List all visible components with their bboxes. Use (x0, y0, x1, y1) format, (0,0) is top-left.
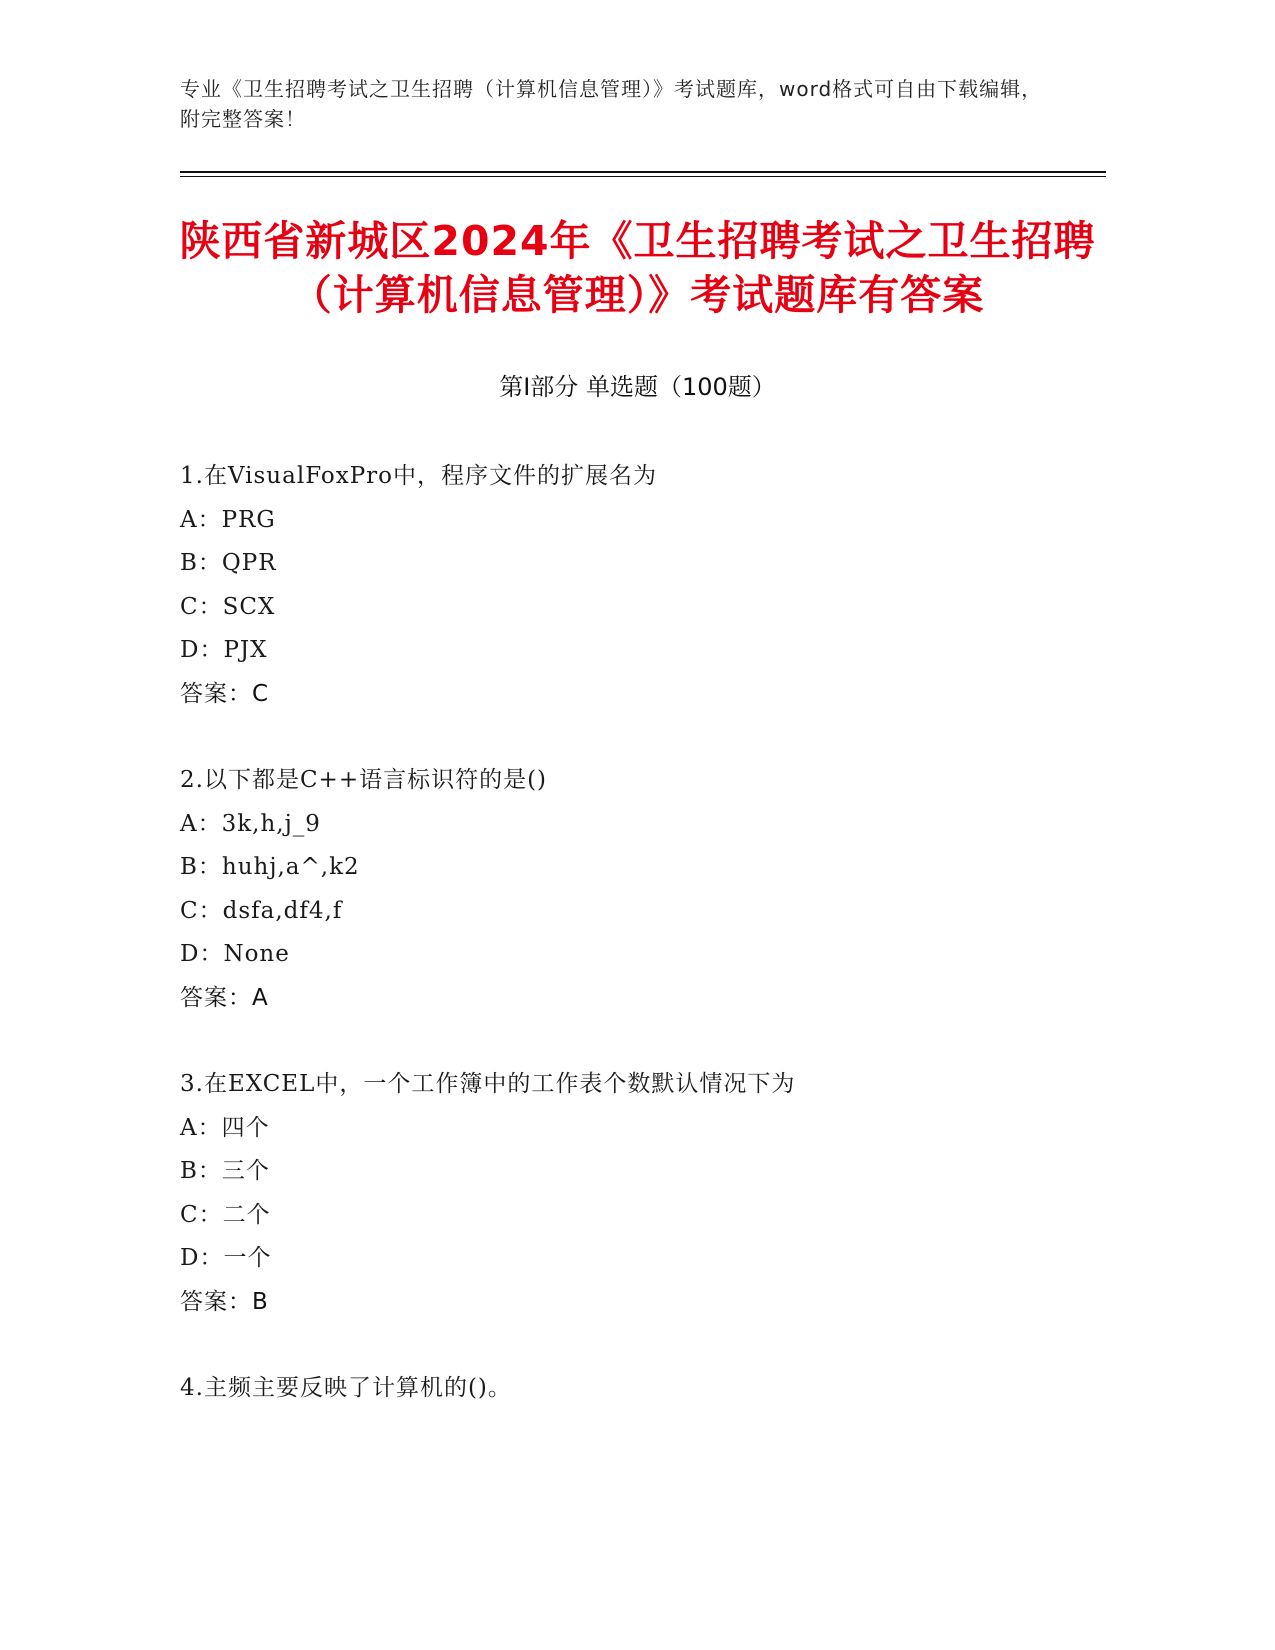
option-c: C：SCX (180, 593, 276, 620)
option-d: D：一个 (180, 1245, 272, 1271)
option-a: A：3k,h,j_9 (180, 810, 321, 837)
header-divider-thick (180, 171, 1106, 173)
answer: 答案：C (180, 680, 270, 707)
header-divider-thin (180, 176, 1106, 177)
question-stem: 4.主频主要反映了计算机的()。 (180, 1375, 512, 1401)
answer: 答案：A (180, 984, 269, 1011)
question-stem: 2.以下都是C++语言标识符的是() (180, 767, 548, 793)
question-2 (180, 759, 1106, 1020)
option-a: A：四个 (180, 1114, 270, 1141)
option-c: C：dsfa,df4,f (180, 897, 343, 924)
question-stem: 1.在VisualFoxPro中，程序文件的扩展名为 (180, 463, 658, 489)
document-title: 陕西省新城区2024年《卫生招聘考试之卫生招聘（计算机信息管理）》考试题库有答案 (179, 217, 1096, 319)
option-b: B：三个 (180, 1158, 270, 1184)
question-4 (180, 1367, 1106, 1411)
option-d: D：PJX (180, 637, 268, 663)
option-b: B：QPR (180, 550, 277, 576)
option-a: A：PRG (180, 506, 276, 533)
header-note: 专业《卫生招聘考试之卫生招聘（计算机信息管理）》考试题库，word格式可自由下载编辑，附完整答案！ (180, 77, 1043, 131)
option-c: C：二个 (180, 1201, 271, 1228)
section-title: 第I部分 单选题（100题） (499, 373, 776, 401)
option-b: B：huhj,a^,k2 (180, 854, 360, 880)
answer: 答案：B (180, 1288, 269, 1315)
question-stem: 3.在EXCEL中，一个工作簿中的工作表个数默认情况下为 (180, 1071, 796, 1097)
option-d: D：None (180, 941, 290, 967)
question-list (180, 455, 1106, 1454)
question-1 (180, 455, 1106, 716)
question-3 (180, 1063, 1106, 1324)
